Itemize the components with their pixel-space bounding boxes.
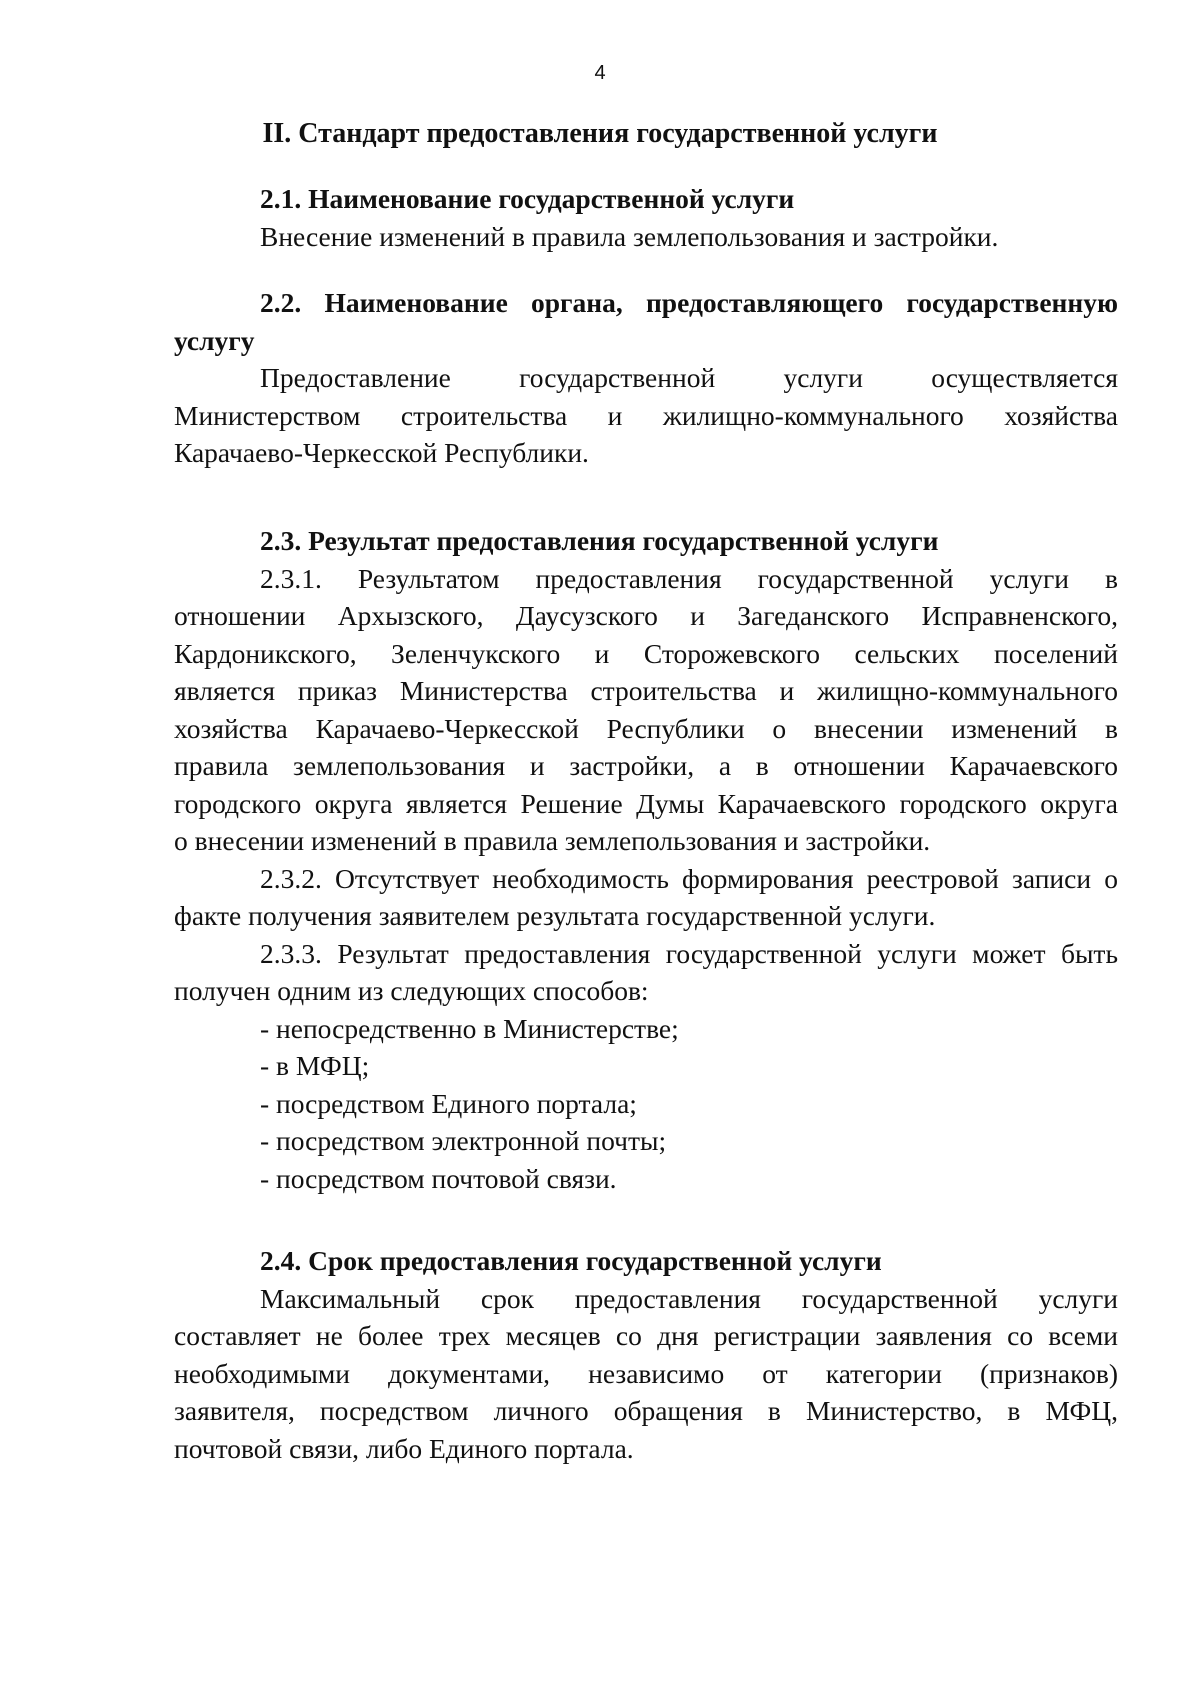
section-2-3: [174, 522, 1118, 1197]
section-2-4: [174, 1242, 1118, 1467]
text-2-3-3-line1: 2.3.3. Результат предоставления государственной услуги может быть: [260, 937, 1118, 969]
text-2-2-line2: Министерством строительства и жилищно-коммунального хозяйства: [174, 399, 1118, 431]
text-2-2-line1: Предоставление государственной услуги осуществляется: [260, 362, 1118, 393]
text-2-3-1-line3: Кардоникского, Зеленчукского и Сторожевского сельских поселений: [174, 637, 1118, 669]
text-2-4-line4: заявителя, посредством личного обращения в Министерство, в МФЦ,: [174, 1395, 1118, 1426]
text-2-4-line1: Максимальный срок предоставления государственной услуги: [260, 1282, 1118, 1314]
text-2-3-1-line5: хозяйства Карачаево-Черкесской Республики о внесении изменений в: [174, 712, 1118, 744]
heading-2-2-line2: услугу: [174, 324, 255, 356]
list-item: - посредством электронной почты;: [260, 1125, 667, 1156]
list-item: - посредством Единого портала;: [260, 1087, 637, 1119]
section-2-2: [174, 284, 1118, 472]
section-title: II. Стандарт предоставления государственной услуги: [262, 118, 938, 149]
list-item: - непосредственно в Министерстве;: [260, 1012, 679, 1044]
text-2-3-1-line2: отношении Архызского, Даусузского и Загеданского Исправненского,: [174, 600, 1118, 631]
page-number: 4: [594, 62, 606, 84]
text-2-3-1-line8: о внесении изменений в правила землепользования и застройки.: [174, 825, 931, 856]
text-2-4-line5: почтовой связи, либо Единого портала.: [174, 1432, 634, 1464]
text-2-3-1-line1: 2.3.1. Результатом предоставления государственной услуги в: [260, 562, 1118, 594]
heading-2-3: 2.3. Результат предоставления государственной услуги: [260, 525, 939, 556]
heading-2-2-line1: 2.2. Наименование органа, предоставляющего государственную: [260, 287, 1118, 318]
section-2-1: [174, 180, 1118, 255]
text-2-4-line2: составляет не более трех месяцев со дня регистрации заявления со всеми: [174, 1320, 1118, 1351]
text-2-3-2-line1: 2.3.2. Отсутствует необходимость формирования реестровой записи о: [260, 862, 1118, 894]
list-item: - в МФЦ;: [260, 1050, 370, 1081]
text-2-3-1-line4: является приказ Министерства строительства и жилищно-коммунального: [174, 675, 1118, 706]
text-2-3-1-line6: правила землепользования и застройки, а в отношении Карачаевского: [174, 750, 1118, 781]
heading-2-4: 2.4. Срок предоставления государственной услуги: [260, 1245, 882, 1276]
text-2-3-2-line2: факте получения заявителем результата государственной услуги.: [174, 900, 936, 931]
list-item: - посредством почтовой связи.: [260, 1162, 617, 1194]
text-2-3-1-line7: городского округа является Решение Думы Карачаевского городского округа: [174, 787, 1118, 819]
text-2-1: Внесение изменений в правила землепользования и застройки.: [260, 220, 999, 252]
heading-2-1: 2.1. Наименование государственной услуги: [260, 183, 795, 214]
text-2-3-3-line2: получен одним из следующих способов:: [174, 975, 649, 1006]
text-2-4-line3: необходимыми документами, независимо от категории (признаков): [174, 1357, 1118, 1389]
text-2-2-line3: Карачаево-Черкесской Республики.: [174, 437, 589, 468]
